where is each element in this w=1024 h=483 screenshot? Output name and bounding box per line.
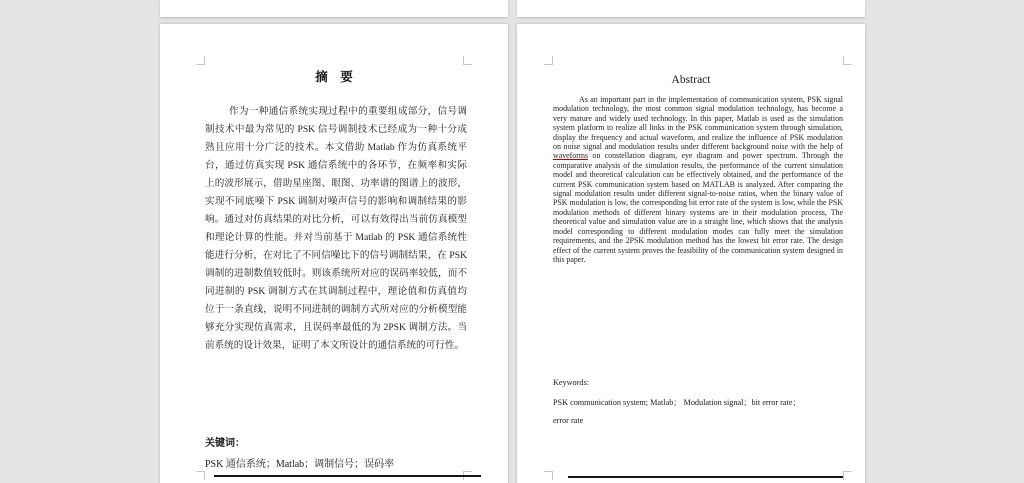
previous-page-bottom-left xyxy=(160,0,508,17)
english-keywords-line2: error rate xyxy=(553,416,584,425)
chinese-keywords-text: PSK 通信系统；Matlab；调制信号；误码率 xyxy=(205,459,395,470)
margin-crop-mark xyxy=(196,471,205,480)
page-english-abstract[interactable] xyxy=(517,24,865,483)
page-chinese-abstract[interactable] xyxy=(160,24,508,483)
margin-crop-mark xyxy=(196,56,205,65)
english-keywords-line1: PSK communication system; Matlab； Modulation signal；bit error rate； xyxy=(553,398,801,407)
english-abstract-title: Abstract xyxy=(671,74,711,86)
chinese-keywords-label: 关键词： xyxy=(205,438,245,449)
margin-crop-mark xyxy=(843,56,852,65)
previous-page-bottom-right xyxy=(517,0,865,17)
margin-crop-mark xyxy=(843,471,852,480)
page-bottom-rule xyxy=(214,475,481,477)
margin-crop-mark xyxy=(544,56,553,65)
chinese-abstract-body: 作为一种通信系统实现过程中的重要组成部分，信号调制技术中最为常见的 PSK 信号调制技术已经成为一种十分成熟且应用十分广泛的技术。本文借助 Matlab 作为仿真系统平台，通过仿真实现 PSK 通信系统中的各环节，在频率和实际上的波形展示，借助星座图、眼图、功率谱的图谱上的波形，实现不同底噪下 PSK 调制对噪声信号的影响和调制结果的影响。通过对仿真结果的对比分析，可以有效得出当前仿真模型和理论计算的性能。并对当前基于 Matlab 的 PSK 通信系统性能进行分析，在对比了不同信噪比下的信号调制结果，在 PSK 调制的进制数值较低时。则该系统所对应的误码率较低，而不同进制的 PSK 调制方式在其调制过程中，理论值和仿真值均位于一条直线，说明不同进制的调制方式所对应的分析模型能够充分实现仿真需求，且误码率最低的为 2PSK 调制方法。当前系统的设计效果，证明了本文所设计的通信系统的可行性。 xyxy=(205,106,467,351)
chinese-abstract-title: 摘 要 xyxy=(315,70,353,84)
margin-crop-mark xyxy=(544,471,553,480)
page-bottom-rule xyxy=(568,476,843,478)
abstract-text-after: on constellation diagram, eye diagram and power spectrum. Through the comparative analysis of the simulation results, the performance of the current simulation model and theoretical calculation can be effectively obtained, and the performance of the current PSK communication system based on MATLAB is analyzed. After comparing the signal modulation results under different signal-to-noise ratios, when the binary value of PSK modulation is low, the corresponding bit error rate of the system is low, while the PSK modulation methods of different binary systems are in their modulation process, The theoretical value and simulation value are in a straight line, which shows that the analysis model corresponding to different modulation modes can fully meet the simulation requirements, and the 2PSK modulation method has the lowest bit error rate. The design effect of the current system proves the feasibility of the communication system designed in this paper. xyxy=(553,151,843,264)
spellcheck-underlined-word[interactable]: waveforms xyxy=(553,151,589,161)
english-abstract-body xyxy=(553,95,843,264)
abstract-text-before: As an important part in the implementation of communication system, PSK signal modulation technology, the most common signal modulation technology, has become a very mature and widely used technology. In this paper, Matlab is used as the simulation system platform to realize all links in the PSK communication system through simulation, display the frequency and actual waveform, and realize the influence of PSK modulation on noise signal and modulation results under different background noise with the help of xyxy=(553,95,843,152)
english-keywords-label: Keywords: xyxy=(553,378,589,387)
margin-crop-mark xyxy=(463,56,472,65)
